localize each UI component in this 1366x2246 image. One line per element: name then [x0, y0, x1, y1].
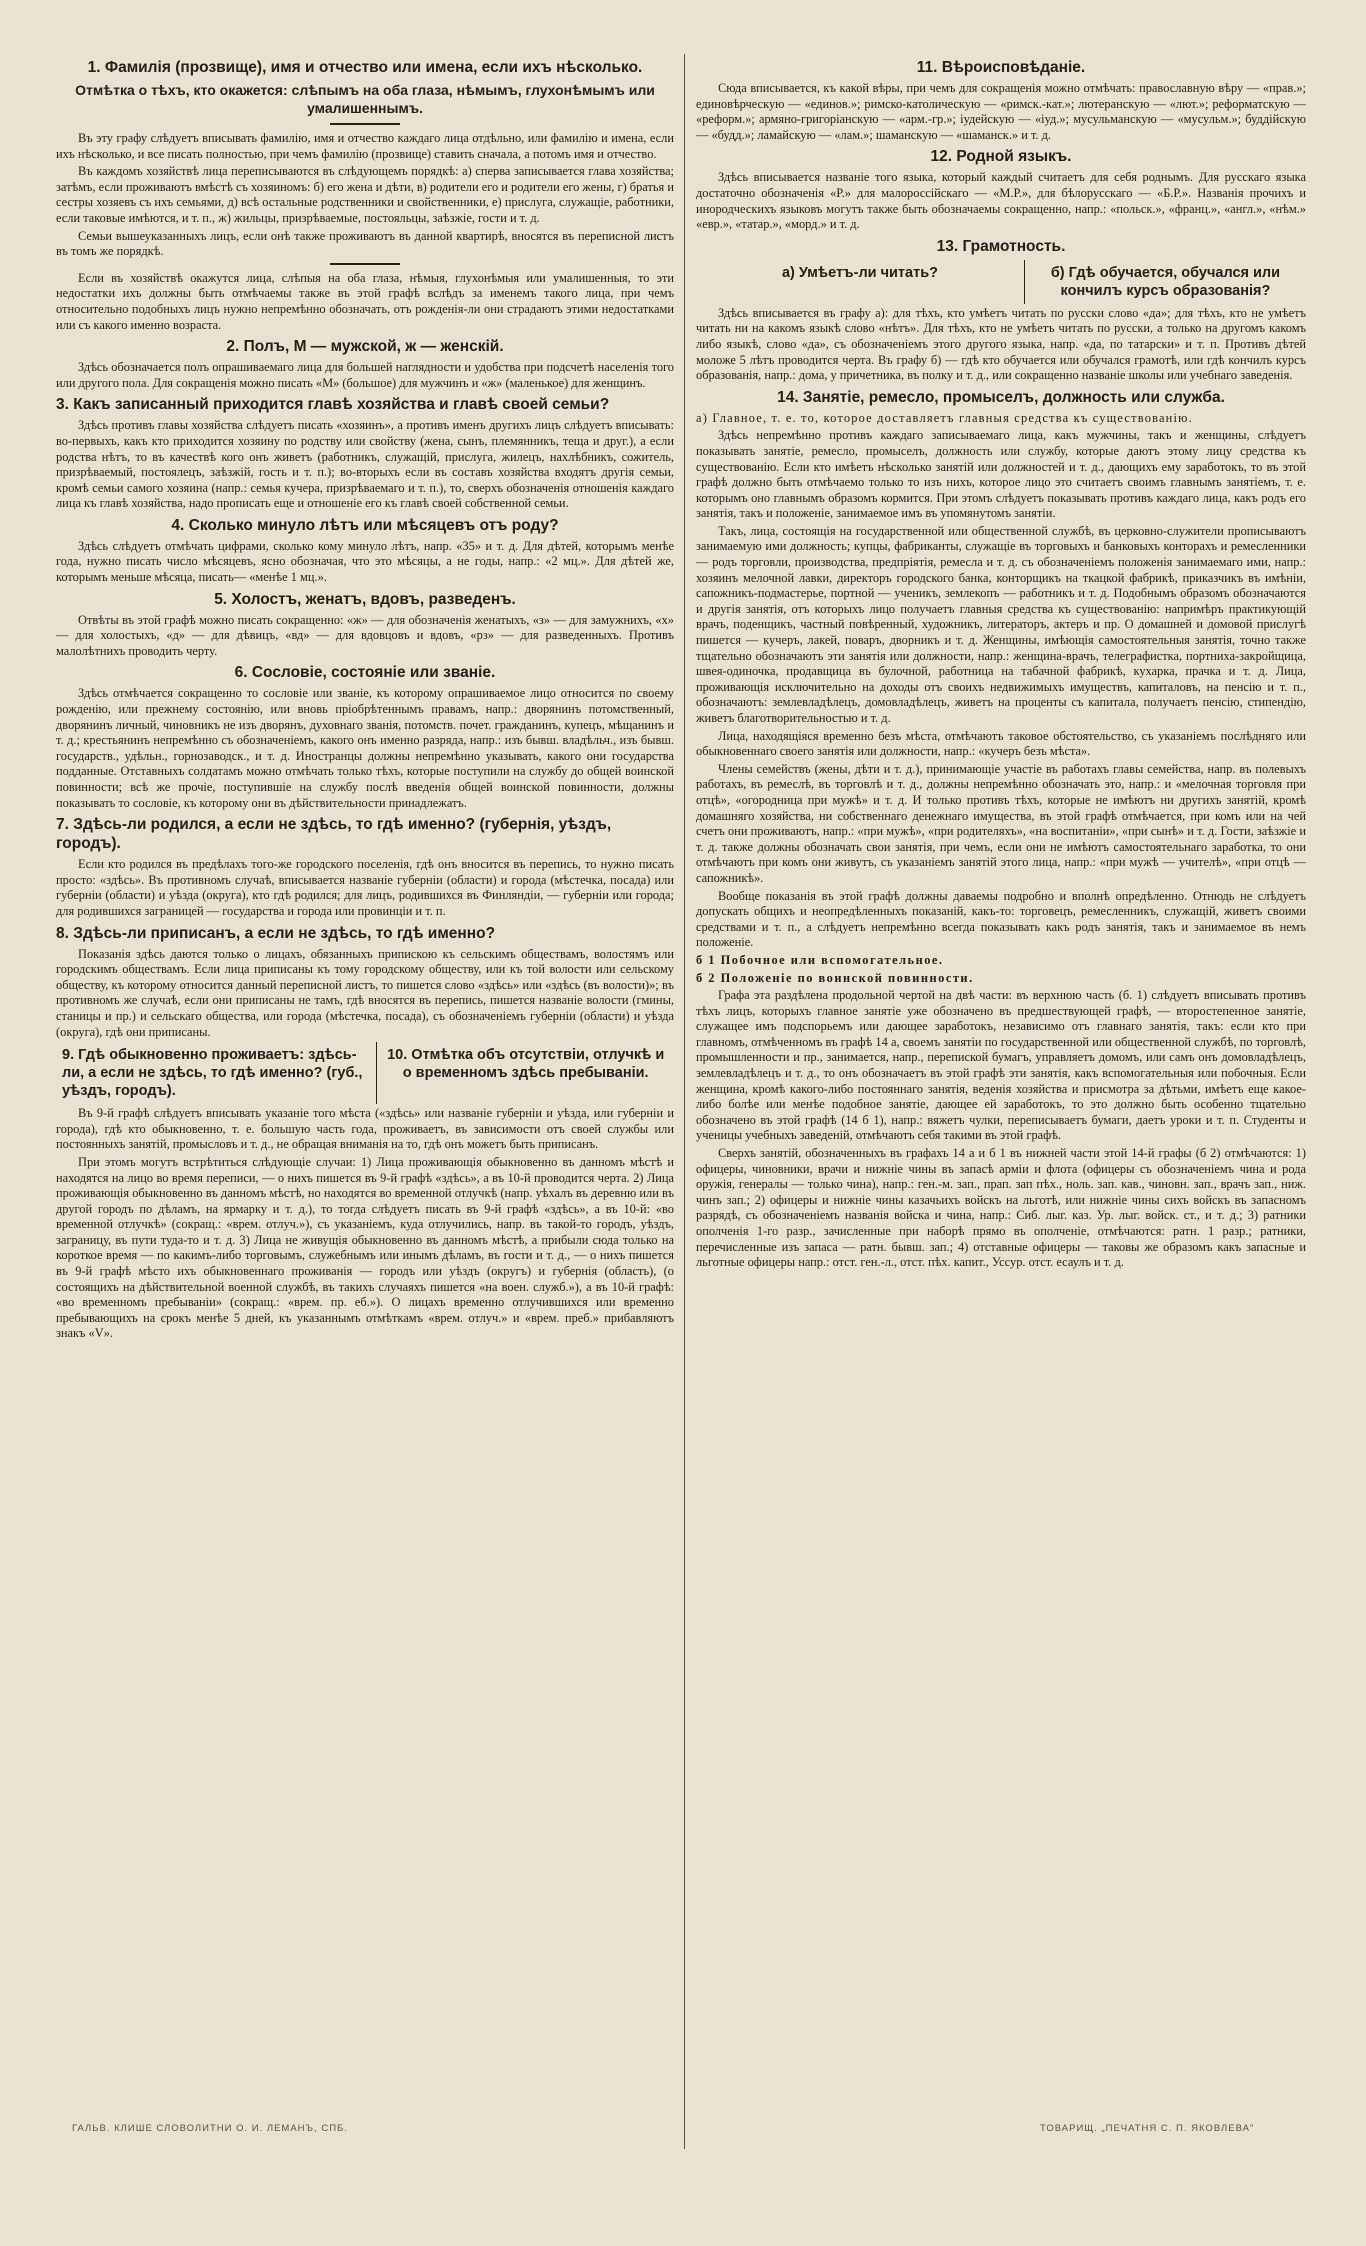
section-5-title: 5. Холостъ, женатъ, вдовъ, разведенъ. — [214, 590, 516, 608]
paragraph: Члены семействъ (жены, дѣти и т. д.), принимающіе участіе въ работахъ главы семейства, напр. въ полевыхъ работахъ, въ ремеслѣ, въ торговлѣ и т. д., должны непремѣнно обозначать это, напр.: и «мелочная торговля при отцѣ», «огородница при мужѣ» и т. д. И только противъ тѣхъ, которые не имѣютъ ни другихъ занятій, кромѣ домашняго хозяйства, ни собственнаго денежнаго имущества, въ этой графѣ отмѣчается, при комъ или на чей счетъ они проживаютъ, напр.: «при мужѣ», «при родителяхъ», «на воспитаніи», «при сынѣ» и т. д. Гости, заѣзжіе и т. д. также должны обозначать свои занятія, при чемъ, если они не имѣютъ самостоятельнаго заработка, то они отмѣчаютъ при комъ они живутъ, съ указаніемъ занятій этого лица, напр.: «при мужѣ — учителѣ», «при отцѣ — сапожникѣ». — [696, 761, 1306, 885]
paragraph: Если въ хозяйствѣ окажутся лица, слѣпыя на оба глаза, нѣмыя, глухонѣмыя или умалишенныя, то эти недостатки ихъ должны быть отмѣчаемы также въ этой графѣ вслѣдъ за именемъ такого лица, при чемъ относительно подобныхъ лицъ нужно непремѣнно обозначать, отъ рожденія-ли они страдаютъ этими недостатками или съ какого именно возраста. — [56, 270, 674, 332]
section-7-title: 7. Здѣсь-ли родился, а если не здѣсь, то гдѣ именно? (губернія, уѣздъ, городъ). — [56, 816, 612, 853]
paragraph: Здѣсь вписывается въ графу а): для тѣхъ, кто умѣетъ читать по русски слово «да»; для тѣхъ, кто не умѣетъ читать ни на какомъ языкѣ слово «нѣтъ». Для тѣхъ, кто не умѣетъ читать по русски, а только на другомъ какомъ либо языкѣ, слово «да», съ обозначеніемъ этого другого языка, напр. «да, по татарски» и т. п. Противъ дѣтей моложе 5 лѣтъ проводится черта. Въ графу б) — гдѣ кто обучается или обучался грамотѣ, или гдѣ кончилъ курсъ образованія, напр.: дома, у причетника, въ полку и т. д., или сокращенно названіе школы или учебнаго заведенія. — [696, 305, 1306, 383]
section-9-title: 9. Гдѣ обыкновенно проживаетъ: здѣсь-ли, а если не здѣсь, то гдѣ именно? (губ., уѣздъ, городъ). — [56, 1042, 377, 1104]
paragraph: Здѣсь отмѣчается сокращенно то сословіе или званіе, къ которому опрашиваемое лицо относится по своему рожденію, или прежнему состоянію, или вновь пріобрѣтеннымъ правамъ, напр.: дворянинъ потомственный, дворянинъ личный, чиновникъ не изъ дворянъ, духовнаго званія, потомств. почет. гражданинъ, купецъ, мѣщанинъ и т. д.; крестьянинъ непремѣнно съ обозначеніемъ, какого онъ именно разряда, напр.: изъ бывш. владѣльч., изъ бывш. государств., удѣльн., горнозаводск., и т. д. Иностранцы должны непремѣнно указывать, какого они государства подданные. Отставныхъ солдатамъ можно отмѣчать только тѣхъ, которые поступили на службу до общей воинской повинности; всѣ же прочіе, поступившіе на службу послѣ введенія общей воинской повинности, должны показывать то сословіе, къ которому они въ дѣйствительности принадлежатъ. — [56, 686, 674, 810]
section-12-title: 12. Родной языкъ. — [930, 148, 1072, 166]
section-10-title: 10. Отмѣтка объ отсутствіи, отлучкѣ и о временномъ здѣсь пребываніи. — [387, 1047, 665, 1082]
section-9-10-header — [56, 1042, 674, 1104]
census-instructions-page — [56, 54, 1306, 2194]
section-2-title: 2. Полъ, М — мужской, ж — женскій. — [226, 338, 504, 356]
paragraph: Здѣсь слѣдуетъ отмѣчать цифрами, сколько кому минуло лѣтъ, напр. «35» и т. д. Для дѣтей, которымъ менѣе года, нужно писать число мѣсяцевъ, ясно обозначая, что это мѣсяцы, а не годы, напр.: «2 мц.». Для дѣтей же, которымъ меньше мѣсяца, писать— «менѣе 1 мц.». — [56, 538, 674, 585]
paragraph: Показанія здѣсь даются только о лицахъ, обязанныхъ припискою къ сельскимъ обществамъ, волостямъ или городскимъ обществамъ. Если лица приписаны къ тому городскому обществу, или къ той волости или сельскому обществу, къ которому относится данный переписной листъ, то пишется слово «здѣсь» или «здѣсь (въ волости)»; въ противномъ же случаѣ, если они приписаны не тамъ, гдѣ вносятся въ перепись, пишется названіе волости (гмины, станицы и пр.) и сельскаго общества, или города (мѣстечка, посада), съ обозначеніемъ губерніи (области) и уѣзда (округа), гдѣ они приписаны. — [56, 946, 674, 1039]
paragraph: Такъ, лица, состоящія на государственной или общественной службѣ, въ церковно-служители прописываютъ занимаемую ими должность; купцы, фабриканты, служащіе въ торговыхъ и банковыхъ конторахъ и ремесленники — родъ торговли, производства, предпріятія, ремесла и т. д. съ обозначеніемъ положенія занимаемаго ими, напр.: хозяинъ мелочной лавки, директоръ городского банка, конторщикъ на ткацкой фабрикѣ, приказчикъ въ имѣніи, сапожникъ-подмастерье, портной — ученикъ, землекопъ — работникъ и т. д. Подобнымъ образомъ обозначаются и другія занятія, отъ которыхъ лицо получаетъ главныя средства къ существованію: напримѣръ практикующій врачъ, поденщикъ, частный повѣренный, художникъ, литераторъ, актеръ и пр. О домашней и домовой прислугѣ пишется — кучеръ, лакей, поваръ, дворникъ и т. д. Женщины, имѣющія самостоятельныя занятія, точно также тщательно обозначаютъ эти занятія или должности, напр.: женщина-врачъ, телеграфистка, портниха-закройщица, швея-одиночка, продавщица въ булочной, работница на табачной фабрикѣ, кухарка, прачка и т. д. Лица, проживающія исключительно на доходы отъ своихъ недвижимыхъ имуществъ, капиталовъ, на пенсію и т. п., обозначаютъ: землевладѣлецъ, домовладѣлецъ, живетъ на проценты съ капитала, получаетъ пенсію, стипендію, живетъ благотворительностью и т. д. — [696, 523, 1306, 725]
paragraph: Здѣсь противъ главы хозяйства слѣдуетъ писать «хозяинъ», а противъ именъ другихъ лицъ слѣдуетъ вписывать: во-первыхъ, какъ кто приходится хозяину по родству или свойству (жена, сынъ, племянникъ, теща и друг.), а если родства нѣтъ, то въ качествѣ кого онъ живетъ (работникъ, служащій, прислуга, жилецъ, нахлѣбникъ, сожитель, призрѣваемый, постоялецъ, заѣзжій, гость и т. п.); во-вторыхъ если въ составъ хозяйства входятъ другія семьи, кромѣ семьи самого хозяина (напр.: семья кучера, призрѣваемаго и т. п.), то, сверхъ обозначенія отношенія каждаго лица къ главѣ хозяйства, надо прописать еще и отношеніе его къ главѣ своей собственной семьи. — [56, 418, 674, 511]
paragraph: Отвѣты въ этой графѣ можно писать сокращенно: «ж» — для обозначенія женатыхъ, «з» — для замужнихъ, «х» — для холостыхъ, «д» — для дѣвицъ, «вд» — для вдовцовъ и вдовъ, «рз» — для разведенныхъ. Противъ малолѣтнихъ проводить черту. — [56, 612, 674, 658]
printer-credit-left: ГАЛЬВ. КЛИШЕ СЛОВОЛИТНИ О. И. ЛЕМАНЪ, СПБ. — [72, 2123, 348, 2134]
paragraph: Здѣсь обозначается полъ опрашиваемаго лица для большей наглядности и удобства при подсчетѣ населенія того или другого пола. Для сокращенія можно писать «М» (большое) для мужчинъ и «ж» (маленькое) для женщинъ. — [56, 360, 674, 390]
paragraph: Сюда вписывается, къ какой вѣры, при чемъ для сокращенія можно отмѣчать: православную вѣру — «прав.»; единовѣрческую — «единов.»; римско-католическую — «римск.-кат.»; лютеранскую — «лют.»; реформатскую — «реформ.»; армяно-григоріанскую — «арм.-гр.»; іудейскую — «іуд.»; мусульманскую — «мусульм.»; буддійскую — «будд.»; ламайскую — «лам.»; шаманскую — «шаманск.» и т. д. — [696, 81, 1306, 142]
section-11-title: 11. Вѣроисповѣданіе. — [916, 59, 1086, 76]
printer-credit-right: ТОВАРИЩ. „ПЕЧАТНЯ С. П. ЯКОВЛЕВА" — [1040, 2123, 1255, 2134]
section-14b1-label: б 1 Побочное или вспомогательное. — [696, 952, 944, 967]
section-8-title: 8. Здѣсь-ли приписанъ, а если не здѣсь, то гдѣ именно? — [56, 924, 496, 942]
paragraph: Лица, находящіяся временно безъ мѣста, отмѣчаютъ таковое обстоятельство, съ указаніемъ послѣдняго или обыкновеннаго своего занятія или должности, напр.: «кучеръ безъ мѣста». — [696, 728, 1306, 759]
divider — [330, 263, 400, 265]
section-14b2-label: б 2 Положеніе по воинской повинности. — [696, 970, 974, 985]
paragraph: Въ каждомъ хозяйствѣ лица переписываются въ слѣдующемъ порядкѣ: а) сперва записывается глава хозяйства; затѣмъ, если проживаютъ вмѣстѣ съ хозяиномъ: б) его жена и дѣти, в) родители его и родители его жены, г) братья и сестры хозяевъ съ ихъ семьями, д) всѣ остальные родственники и свойственники, е) прислуга, служащіе, работники, если таковые имѣются, и т. п., ж) жильцы, призрѣваемые, постояльцы, заѣзжіе, гости и т. д. — [56, 164, 674, 225]
paragraph: Въ 9-й графѣ слѣдуетъ вписывать указаніе того мѣста («здѣсь» или названіе губерніи и уѣзда, или губерніи и города), гдѣ кто обыкновенно, т. е. большую часть года, проживаетъ, въ зависимости отъ своей службы или постоянныхъ занятій, промысловъ и т. д., не обращая вниманія на то, гдѣ онъ можетъ быть приписанъ. — [56, 1106, 674, 1152]
paragraph: При этомъ могутъ встрѣтиться слѣдующіе случаи: 1) Лица проживающія обыкновенно въ данномъ мѣстѣ и находятся на лицо во время переписи, — о нихъ пишется въ 9-й графѣ «здѣсь», а въ 10-й проводится черта. 2) Лица проживающія обыкновенно въ данномъ мѣстѣ, но находятся во временной отлучкѣ (напр. уѣхалъ въ деревню или въ другой городъ по дѣламъ, на ярмарку и т. д.), то тогда слѣдуетъ писать въ 9-й графѣ «здѣсь», а въ 10-й: «во временной отлучкѣ» (сокращ.: «врем. отлуч.»), съ указаніемъ, куда отлучились, напр. въ такой-то городъ, уѣздъ, заграницу, въ пути туда-то и т. д. 3) Лица не живущія обыкновенно въ данномъ мѣстѣ, а прибыли сюда только на короткое время — по какимъ-либо торговымъ, служебнымъ или инымъ дѣламъ, въ гости и т. д., — о нихъ пишется въ 9-й графѣ мѣсто ихъ обыкновеннаго проживанія — городъ или уѣздъ (округъ) и губернія (область), (о состоящихъ на дѣйствительной военной службѣ, въ такихъ случаяхъ пишется «на воен. служб.»), а въ 10-й графѣ: «во временномъ пребываніи» (сокращ.: «врем. пр. еб.»). О лицахъ временно отлучившихся или временно пребывающихъ на срокъ менѣе 5 дней, къ указаннымъ отмѣткамъ «врем. отлуч.» и «врем. преб.» прибавляютъ знакъ «V». — [56, 1154, 674, 1341]
section-14a-label: а) Главное, т. е. то, которое доставляетъ главныя средства къ существованію. — [696, 410, 1193, 425]
section-3-title: 3. Какъ записанный приходится главѣ хозяйства и главѣ своей семьи? — [56, 396, 610, 414]
paragraph: Графа эта раздѣлена продольной чертой на двѣ части: въ верхнюю часть (б. 1) слѣдуетъ вписывать противъ тѣхъ лицъ, которыхъ главное занятіе уже обозначено въ предшествующей графѣ, — второстепенное занятіе, служащее имъ подспорьемъ или дающее заработокъ, независимо отъ главнаго занятія, такъ: если кто при главномъ, отмѣченномъ въ графѣ 14 а, своемъ занятіи по государственной или общественной службѣ, по торговлѣ, промышленности и пр., занимается, напр., перепиской бумагъ, управляетъ домомъ, или самъ онъ домовладѣлецъ, землевладѣлецъ и т. д., то онъ обозначаетъ въ этой графѣ эти занятія, какъ вспомогательныя или побочныя. Если женщина, кромѣ какого-либо постояннаго занятія, веденія хозяйства и присмотра за дѣтьми, имѣетъ еще какое-либо болѣе или менѣе подобное занятіе, дающее ей заработокъ, то это должно быть особенно тщательно обозначено въ этой графѣ (14 б 1), напр.: вяжетъ чулки, переписываетъ бумаги, даетъ уроки и т. п. Студенты и ученицы учебныхъ заведеній, отмѣчаютъ себя такими въ этой графѣ. — [696, 988, 1306, 1143]
section-13a-label: а) Умѣетъ-ли читать? — [696, 260, 1025, 304]
divider — [330, 123, 400, 125]
left-column — [56, 54, 674, 1344]
paragraph: Въ эту графу слѣдуетъ вписывать фамилію, имя и отчество каждаго лица отдѣльно, или фамилію и имена, если ихъ нѣсколько, и все писать полностью, при чемъ фамилію (прозвище) ставить сначала, а потомъ имя и отчество. — [56, 131, 674, 161]
right-column — [696, 54, 1306, 1273]
column-divider — [684, 54, 685, 2149]
paragraph: Здѣсь непремѣнно противъ каждаго записываемаго лица, какъ мужчины, такъ и женщины, слѣдуетъ показывать занятіе, ремесло, промыселъ, должность или службу, которые даютъ этому лицу средства къ существованію. Если кто имѣетъ нѣсколько занятій или должностей и т. д., дающихъ ему заработокъ, то въ этой графѣ должно быть отмѣчаемо только то изъ нихъ, которое лицо это считаетъ своимъ главнымъ занятіемъ, т. е. которымъ оно главнымъ образомъ кормится. При этомъ слѣдуетъ показывать противъ каждаго лица, какъ родъ его занятія, такъ и положеніе, занимаемое имъ въ упомянутомъ занятіи. — [696, 428, 1306, 521]
paragraph: Если кто родился въ предѣлахъ того-же городского поселенія, гдѣ онъ вносится въ перепись, то нужно писать просто: «здѣсь». Въ противномъ случаѣ, вписывается названіе губерніи (области) и города (мѣстечка, посада) или губерніи (области) и уѣзда (округа), кто гдѣ родился; для лицъ, родившихся въ Финляндіи, — губерніи или города; для родившихся заграницей — государства и города или провинціи и т. п. — [56, 857, 674, 918]
section-6-title: 6. Сословіе, состояніе или званіе. — [234, 664, 496, 682]
section-14-title: 14. Занятіе, ремесло, промыселъ, должность или служба. — [777, 388, 1225, 406]
section-1-subtitle: Отмѣтка о тѣхъ, кто окажется: слѣпымъ на оба глаза, нѣмымъ, глухонѣмымъ или умалишеннымъ. — [75, 82, 655, 116]
paragraph: Вообще показанія въ этой графѣ должны даваемы подробно и вполнѣ опредѣленно. Отнюдь не слѣдуетъ допускать общихъ и неопредѣленныхъ показаній, какъ-то: торговецъ, ремесленникъ, служащій, живетъ своими средствами и т. п., а слѣдуетъ непремѣнно всегда показывать какъ родъ занятія, такъ и занимаемое въ немъ положеніе. — [696, 888, 1306, 950]
section-4-title: 4. Сколько минуло лѣтъ или мѣсяцевъ отъ роду? — [171, 516, 559, 534]
paragraph: Сверхъ занятій, обозначенныхъ въ графахъ 14 а и б 1 въ нижней части этой 14-й графы (б 2) отмѣчаются: 1) офицеры, чиновники, врачи и нижніе чины въ запасѣ арміи и флота (офицеры съ обозначеніемъ чина и рода оружія, генералы — только чина), напр.: ген.-м. зап., прап. зап пѣх., ноль. зап. кав., чиновн. зап., врачъ зап., ниж. чинъ зап.; 2) офицеры и нижніе чины казачьихъ войскъ на льготѣ, или нижніе чины сихъ войскъ въ запасномъ разрядѣ, съ обозначеніемъ названія войска и чина, напр.: Сиб. лыг. каз. Ур. лыг. войск. ст., и т. д.; 3) ратники ополченія 1-го разр., зачисленные при наборѣ прямо въ ополченіе, отмѣчаются: ратн. 1 разр.; ратники, перечисленные изъ запаса — ратн. бывш. зап.; 4) отставные офицеры — таковы же образомъ какъ запасные и льготные офицеры напр.: отст. ген.-л., отст. пѣх. капит., Уссур. отст. есаулъ и т. д. — [696, 1146, 1306, 1270]
section-13-title: 13. Грамотность. — [936, 237, 1066, 255]
section-13-header — [696, 260, 1306, 304]
section-1-title: 1. Фамилія (прозвище), имя и отчество или имена, если ихъ нѣсколько. — [87, 59, 643, 76]
paragraph: Семьи вышеуказанныхъ лицъ, если онѣ также проживаютъ въ данной квартирѣ, вносятся въ переписной листъ въ томъ же порядкѣ. — [56, 228, 674, 259]
section-13b-label: б) Гдѣ обучается, обучался или кончилъ курсъ образованія? — [1050, 264, 1281, 299]
paragraph: Здѣсь вписывается названіе того языка, который каждый считаетъ для себя роднымъ. Для русскаго языка достаточно обозначенія «Р.» для малороссійскаго — «М.Р.», для бѣлорусскаго — «Б.Р.». Названія прочихъ и инородческихъ языковъ могутъ также быть обозначаемы сокращенно, напр.: «польск.», «франц.», «англ.», «нѣм.» «евр.», «татар.», «морд.» и т. д. — [696, 170, 1306, 232]
